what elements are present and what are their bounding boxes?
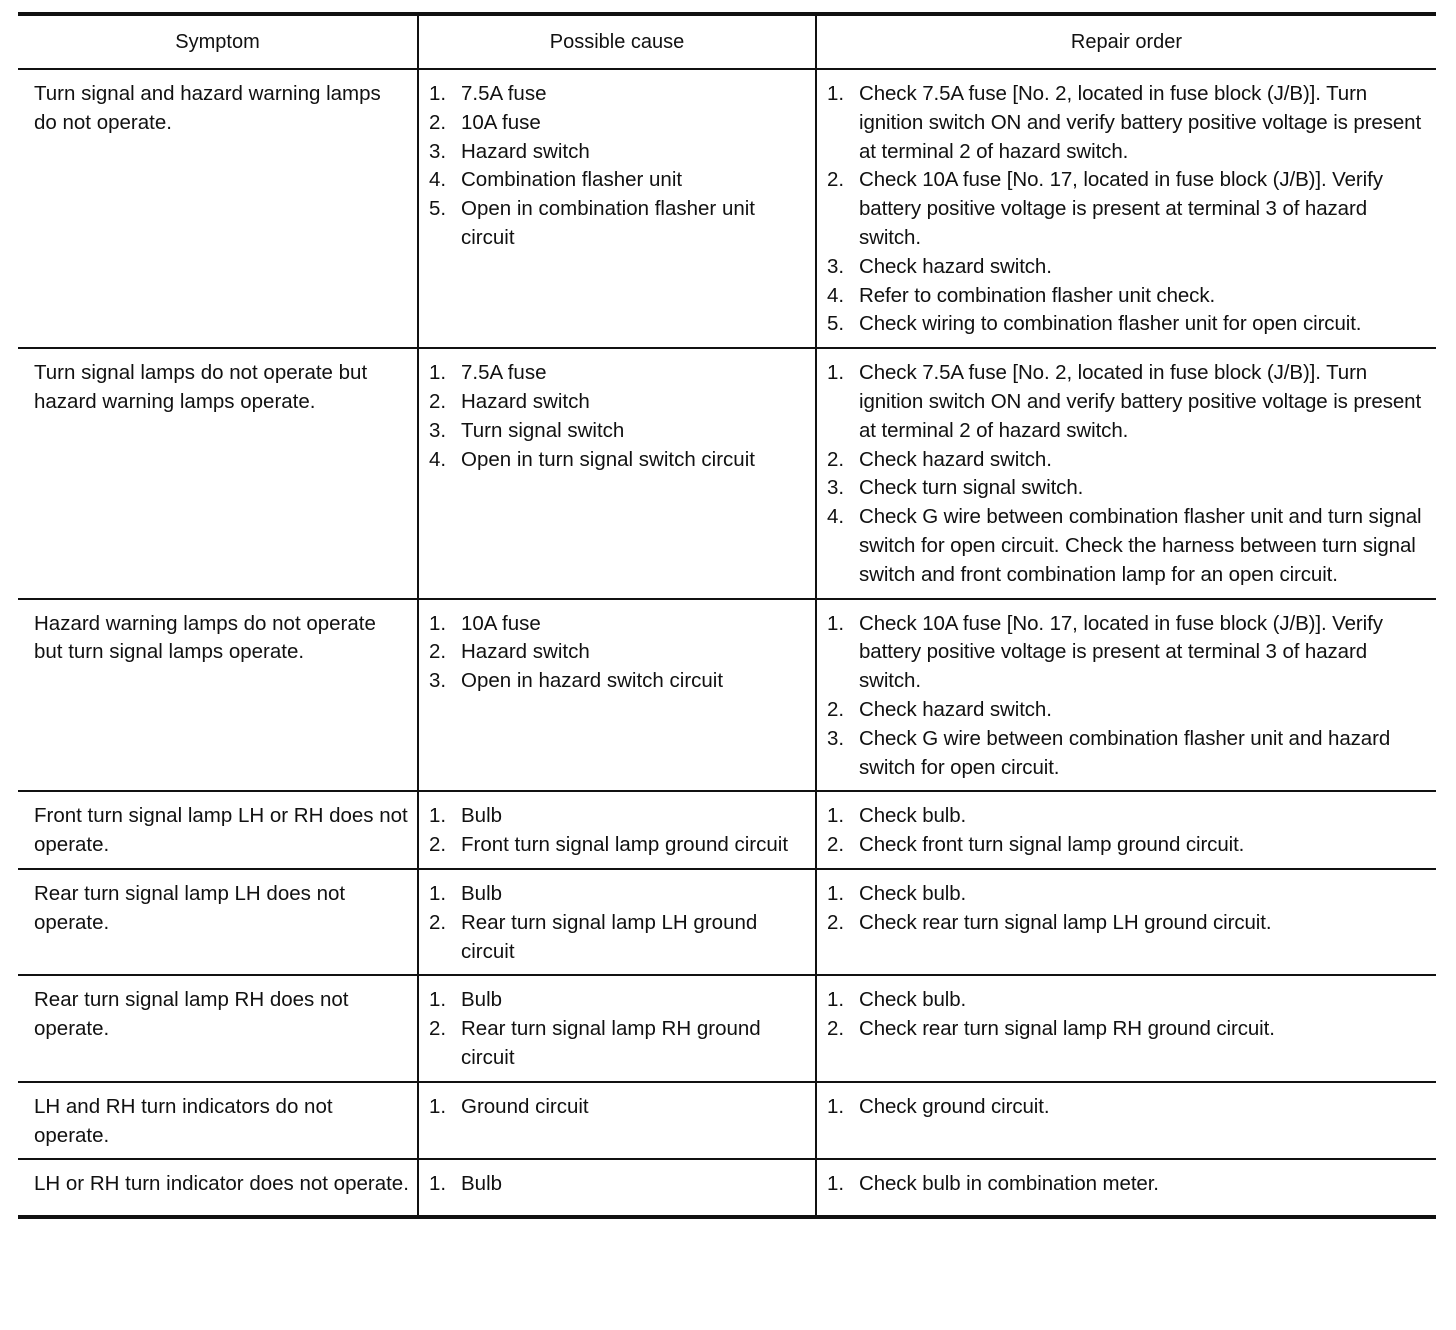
possible-cause-cell <box>418 599 816 792</box>
repair-item-number: 1. <box>827 881 845 905</box>
cause-item <box>429 909 807 967</box>
cause-item-list <box>429 880 807 966</box>
cause-item-number: 1. <box>429 881 447 905</box>
header-possible-cause: Possible cause <box>418 14 816 69</box>
repair-item-number: 5. <box>827 312 845 336</box>
repair-item-number: 2. <box>827 697 845 721</box>
repair-item-number: 3. <box>827 254 845 278</box>
repair-item-text: Check 7.5A fuse [No. 2, located in fuse block (J/B)]. Turn ignition switch ON and verify battery positive voltage is present at terminal 2 of hazard switch. <box>859 361 1422 442</box>
cause-item-list <box>429 610 807 696</box>
repair-item-text: Check rear turn signal lamp RH ground circuit. <box>859 1017 1275 1041</box>
repair-item-number: 1. <box>827 804 845 828</box>
possible-cause-cell <box>418 869 816 975</box>
table-row <box>18 1082 1436 1160</box>
repair-item <box>827 80 1434 166</box>
cause-item-number: 2. <box>429 833 447 857</box>
cause-item-text: Bulb <box>461 804 503 828</box>
table-body <box>18 69 1436 1217</box>
cause-item-list <box>429 359 807 474</box>
cause-item <box>429 446 807 475</box>
cause-item <box>429 667 807 696</box>
cause-item <box>429 388 807 417</box>
repair-item-number: 1. <box>827 988 845 1012</box>
repair-item <box>827 474 1434 503</box>
symptom-cell <box>18 1159 418 1217</box>
troubleshooting-table <box>18 12 1436 1219</box>
cause-item-list <box>429 1170 807 1199</box>
repair-item <box>827 831 1434 860</box>
cause-item-text: 10A fuse <box>461 110 541 134</box>
cause-item <box>429 1015 807 1073</box>
table-row <box>18 791 1436 869</box>
repair-item-text: Check 7.5A fuse [No. 2, located in fuse block (J/B)]. Turn ignition switch ON and verify battery positive voltage is present at terminal 2 of hazard switch. <box>859 82 1422 163</box>
repair-item-text: Check rear turn signal lamp LH ground circuit. <box>859 910 1272 934</box>
cause-item-number: 2. <box>429 389 447 413</box>
repair-item-number: 1. <box>827 1094 845 1118</box>
repair-item <box>827 880 1434 909</box>
cause-item-list <box>429 1093 807 1122</box>
symptom-text: Rear turn signal lamp RH does not operate. <box>34 988 349 1041</box>
symptom-cell <box>18 348 418 598</box>
repair-item-text: Check hazard switch. <box>859 254 1052 278</box>
cause-item-text: Open in turn signal switch circuit <box>461 447 755 471</box>
cause-item <box>429 802 807 831</box>
cause-item-number: 1. <box>429 611 447 635</box>
cause-item-list <box>429 986 807 1072</box>
repair-item-text: Check bulb. <box>859 988 967 1012</box>
cause-item-number: 2. <box>429 110 447 134</box>
possible-cause-cell <box>418 1082 816 1160</box>
repair-item <box>827 166 1434 252</box>
repair-item <box>827 1015 1434 1044</box>
cause-item-number: 2. <box>429 1017 447 1041</box>
cause-item-text: Turn signal switch <box>461 418 625 442</box>
cause-item <box>429 417 807 446</box>
cause-item <box>429 138 807 167</box>
repair-item-list <box>827 610 1434 783</box>
cause-item <box>429 638 807 667</box>
repair-item-number: 4. <box>827 283 845 307</box>
repair-item-number: 4. <box>827 505 845 529</box>
table-row <box>18 69 1436 348</box>
cause-item-text: Hazard switch <box>461 640 590 664</box>
symptom-text: Turn signal and hazard warning lamps do not operate. <box>34 82 381 134</box>
cause-item <box>429 195 807 253</box>
header-symptom: Symptom <box>18 14 418 69</box>
repair-item-number: 1. <box>827 82 845 105</box>
symptom-cell <box>18 869 418 975</box>
repair-item-number: 3. <box>827 726 845 750</box>
repair-item-list <box>827 80 1434 339</box>
cause-item-number: 5. <box>429 197 447 221</box>
repair-item <box>827 1170 1434 1199</box>
cause-item-number: 1. <box>429 361 447 385</box>
cause-item-number: 1. <box>429 804 447 828</box>
repair-order-cell <box>816 791 1436 869</box>
cause-item-text: 7.5A fuse <box>461 361 547 385</box>
symptom-cell <box>18 69 418 348</box>
cause-item-text: Open in combination flasher unit circuit <box>461 197 756 249</box>
repair-order-cell <box>816 975 1436 1081</box>
repair-item-list <box>827 880 1434 938</box>
cause-item-text: Hazard switch <box>461 389 590 413</box>
repair-item-text: Check wiring to combination flasher unit for open circuit. <box>859 312 1362 336</box>
repair-item <box>827 802 1434 831</box>
repair-order-cell <box>816 1082 1436 1160</box>
repair-order-cell <box>816 869 1436 975</box>
repair-item-list <box>827 986 1434 1044</box>
repair-item-text: Check hazard switch. <box>859 447 1052 471</box>
repair-item-text: Check 10A fuse [No. 17, located in fuse block (J/B)]. Verify battery positive voltage is present at terminal 3 of hazard switch. <box>859 611 1383 693</box>
repair-item-number: 2. <box>827 447 845 471</box>
repair-item-number: 3. <box>827 476 845 500</box>
symptom-text: LH or RH turn indicator does not operate. <box>34 1172 409 1196</box>
possible-cause-cell <box>418 348 816 598</box>
symptom-cell <box>18 975 418 1081</box>
cause-item-number: 4. <box>429 168 447 192</box>
cause-item-number: 1. <box>429 82 447 105</box>
cause-item <box>429 109 807 138</box>
cause-item-text: Hazard switch <box>461 139 590 163</box>
repair-item-text: Check bulb. <box>859 881 967 905</box>
repair-item-text: Check G wire between combination flasher unit and turn signal switch for open circuit. Check the harness between turn signal switch and front combination lamp for an open circuit. <box>859 505 1422 586</box>
repair-item <box>827 359 1434 445</box>
cause-item-number: 1. <box>429 1172 447 1196</box>
symptom-text: Rear turn signal lamp LH does not operate. <box>34 881 346 934</box>
repair-item-text: Check 10A fuse [No. 17, located in fuse block (J/B)]. Verify battery positive voltage is present at terminal 3 of hazard switch. <box>859 168 1383 249</box>
repair-item-text: Check front turn signal lamp ground circuit. <box>859 833 1245 857</box>
cause-item <box>429 1093 807 1122</box>
repair-item <box>827 909 1434 938</box>
cause-item-text: Open in hazard switch circuit <box>461 669 724 693</box>
repair-item-number: 2. <box>827 168 845 192</box>
cause-item <box>429 1170 807 1199</box>
repair-item-list <box>827 1170 1434 1199</box>
cause-item-text: 10A fuse <box>461 611 541 635</box>
cause-item-text: Bulb <box>461 1172 503 1196</box>
repair-item-text: Check ground circuit. <box>859 1094 1050 1118</box>
repair-item-list <box>827 1093 1434 1122</box>
cause-item-number: 3. <box>429 139 447 163</box>
cause-item <box>429 610 807 639</box>
cause-item <box>429 80 807 109</box>
cause-item-text: Bulb <box>461 988 503 1012</box>
repair-item <box>827 986 1434 1015</box>
repair-item <box>827 725 1434 783</box>
symptom-text: Turn signal lamps do not operate but hazard warning lamps operate. <box>34 361 368 413</box>
repair-item-number: 1. <box>827 611 845 635</box>
table-row <box>18 975 1436 1081</box>
repair-item-number: 2. <box>827 833 845 857</box>
repair-item-text: Check turn signal switch. <box>859 476 1084 500</box>
symptom-cell <box>18 1082 418 1160</box>
header-row <box>18 14 1436 69</box>
repair-order-cell <box>816 69 1436 348</box>
troubleshooting-table-container <box>18 12 1436 1219</box>
symptom-cell <box>18 791 418 869</box>
symptom-cell <box>18 599 418 792</box>
table-row <box>18 599 1436 792</box>
repair-item-number: 1. <box>827 361 845 385</box>
cause-item <box>429 359 807 388</box>
repair-item <box>827 282 1434 311</box>
cause-item-text: Rear turn signal lamp RH ground circuit <box>461 1017 761 1069</box>
cause-item-number: 2. <box>429 640 447 664</box>
cause-item-number: 3. <box>429 418 447 442</box>
cause-item <box>429 166 807 195</box>
cause-item-number: 1. <box>429 1094 447 1118</box>
cause-item-text: Rear turn signal lamp LH ground circuit <box>461 910 758 963</box>
possible-cause-cell <box>418 69 816 348</box>
cause-item-text: Combination flasher unit <box>461 168 683 192</box>
repair-item-text: Check bulb in combination meter. <box>859 1172 1159 1196</box>
cause-item-text: Front turn signal lamp ground circuit <box>461 833 789 857</box>
repair-item-list <box>827 802 1434 860</box>
repair-item-number: 1. <box>827 1172 845 1196</box>
symptom-text: LH and RH turn indicators do not operate. <box>34 1094 333 1147</box>
cause-item-list <box>429 802 807 860</box>
repair-order-cell <box>816 599 1436 792</box>
cause-item <box>429 831 807 860</box>
table-row <box>18 869 1436 975</box>
repair-item-text: Check hazard switch. <box>859 697 1052 721</box>
cause-item-list <box>429 80 807 253</box>
possible-cause-cell <box>418 1159 816 1217</box>
repair-item <box>827 253 1434 282</box>
repair-item-number: 2. <box>827 910 845 934</box>
table-row <box>18 1159 1436 1217</box>
symptom-text: Front turn signal lamp LH or RH does not operate. <box>34 804 408 857</box>
symptom-text: Hazard warning lamps do not operate but turn signal lamps operate. <box>34 611 376 664</box>
repair-item <box>827 610 1434 696</box>
cause-item-number: 4. <box>429 447 447 471</box>
repair-item <box>827 503 1434 589</box>
repair-item <box>827 696 1434 725</box>
table-row <box>18 348 1436 598</box>
repair-item-text: Check bulb. <box>859 804 967 828</box>
cause-item <box>429 986 807 1015</box>
cause-item-text: Ground circuit <box>461 1094 589 1118</box>
repair-order-cell <box>816 348 1436 598</box>
header-repair-order: Repair order <box>816 14 1436 69</box>
cause-item-number: 2. <box>429 910 447 934</box>
repair-order-cell <box>816 1159 1436 1217</box>
repair-item-list <box>827 359 1434 589</box>
cause-item-number: 3. <box>429 669 447 693</box>
repair-item-number: 2. <box>827 1017 845 1041</box>
repair-item-text: Check G wire between combination flasher unit and hazard switch for open circuit. <box>859 726 1391 779</box>
cause-item-text: 7.5A fuse <box>461 82 547 105</box>
possible-cause-cell <box>418 975 816 1081</box>
cause-item-text: Bulb <box>461 881 503 905</box>
repair-item-text: Refer to combination flasher unit check. <box>859 283 1216 307</box>
possible-cause-cell <box>418 791 816 869</box>
repair-item <box>827 446 1434 475</box>
repair-item <box>827 310 1434 339</box>
repair-item <box>827 1093 1434 1122</box>
cause-item-number: 1. <box>429 988 447 1012</box>
cause-item <box>429 880 807 909</box>
